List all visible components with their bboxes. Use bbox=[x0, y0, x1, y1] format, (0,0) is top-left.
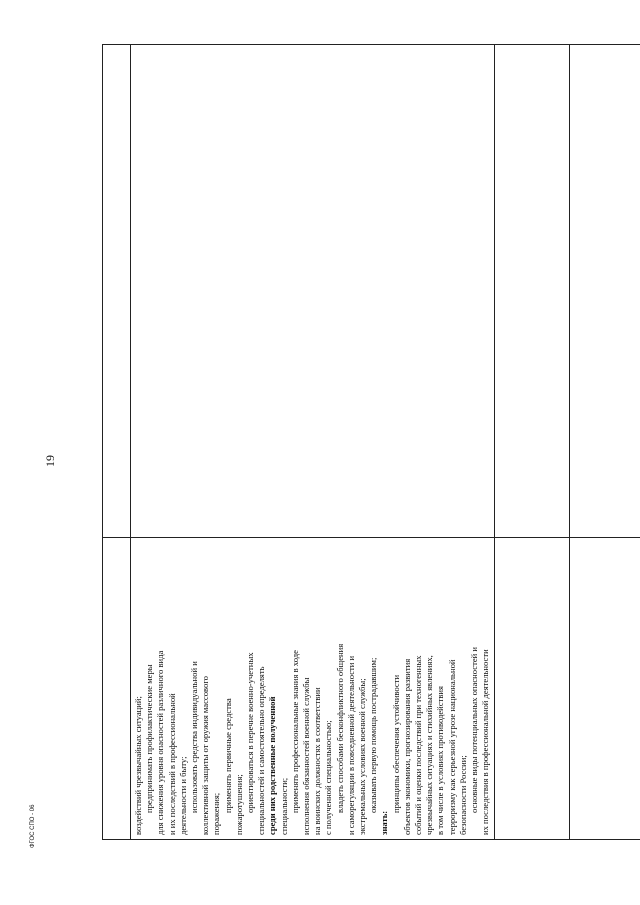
text-line: среди них родственные полученной bbox=[267, 696, 278, 835]
text-line: и их последствий в профессиональной bbox=[166, 693, 177, 835]
table-cell-empty bbox=[494, 45, 569, 538]
text-line: экстремальных условиях военной службы; bbox=[357, 678, 368, 835]
text-line: деятельности и быту; bbox=[177, 756, 188, 835]
footer-label: ФГОС СПО - 06 bbox=[30, 804, 36, 848]
text-line: пожаротушения; bbox=[233, 774, 244, 835]
text-line: владеть способами бесконфликтного общения bbox=[334, 643, 345, 813]
text-line: их последствия в профессиональной деятельности bbox=[480, 649, 491, 835]
text-line: с полученной специальностью; bbox=[323, 720, 334, 835]
text-line: событий и оценки последствий при техногенных bbox=[413, 655, 424, 835]
text-line: применять первичные средства bbox=[222, 698, 233, 813]
text-line: объектов экономики, прогнозирования развития bbox=[401, 658, 412, 835]
table-row bbox=[131, 45, 495, 840]
text-line: предпринимать профилактические меры bbox=[144, 664, 155, 813]
text-line: оказывать первую помощь пострадавшим; bbox=[368, 657, 379, 813]
table-cell-empty bbox=[131, 45, 495, 538]
text-line: и саморегуляции в повседневной деятельности и bbox=[345, 655, 356, 835]
table-cell-empty bbox=[103, 45, 131, 538]
text-line: использовать средства индивидуальной и bbox=[189, 661, 200, 813]
table-row bbox=[569, 45, 640, 840]
text-line: исполнения обязанностей военной службы bbox=[301, 677, 312, 835]
text-line: специальности; bbox=[278, 777, 289, 835]
text-line: чрезвычайных ситуациях и стихийных явлениях, bbox=[424, 655, 435, 835]
table-cell-empty bbox=[569, 45, 640, 538]
text-line: для снижения уровня опасностей различного вида bbox=[155, 650, 166, 835]
table-grid bbox=[102, 44, 640, 840]
text-line: воздействий чрезвычайных ситуаций; bbox=[133, 696, 143, 835]
competency-table bbox=[102, 45, 580, 840]
page-number: 19 bbox=[43, 455, 57, 467]
text-line: знать: bbox=[379, 810, 390, 835]
text-line: безопасности России; bbox=[457, 755, 468, 835]
table-cell-empty bbox=[494, 538, 569, 840]
text-line: коллективной защиты от оружия массового bbox=[200, 676, 211, 835]
text-line: применять профессиональные знания в ходе bbox=[289, 650, 300, 813]
text-line: ориентироваться в перечне военно-учетных bbox=[245, 652, 256, 813]
text-line: в том числе в условиях противодействия bbox=[435, 686, 446, 835]
table-row bbox=[494, 45, 569, 840]
table-row bbox=[103, 45, 131, 840]
text-line: терроризму как серьезной угрозе национальной bbox=[446, 659, 457, 835]
text-line: принципы обеспечения устойчивости bbox=[390, 674, 401, 813]
text-line: основные виды потенциальных опасностей и bbox=[469, 647, 480, 813]
text-line: специальностей и самостоятельно определять bbox=[256, 666, 267, 835]
text-line: на воинских должностях в соответствии bbox=[312, 687, 323, 835]
table-cell-code bbox=[103, 538, 131, 840]
text-line: поражения; bbox=[211, 792, 222, 835]
table-cell-content bbox=[131, 538, 495, 840]
table-cell-empty bbox=[569, 538, 640, 840]
content-lines bbox=[131, 538, 494, 839]
